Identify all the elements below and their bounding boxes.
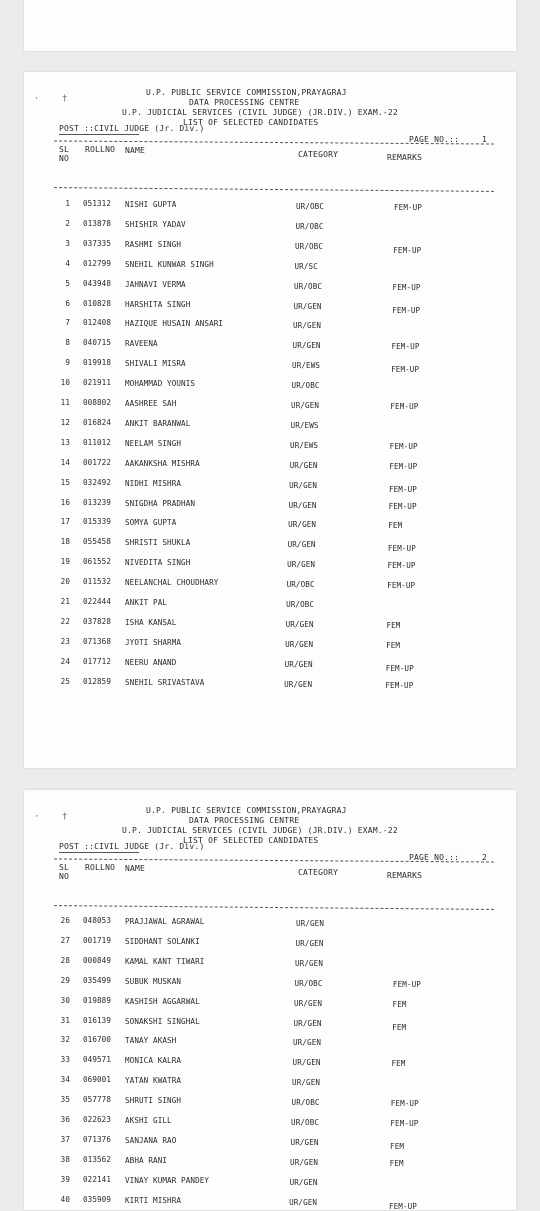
row-roll-number: 032492	[83, 477, 112, 487]
row-roll-number: 011012	[83, 437, 112, 447]
row-sl-number: 35	[60, 1095, 70, 1105]
row-sl-number: 9	[65, 358, 70, 368]
row-sl-number: 2	[65, 218, 70, 228]
post-underline	[59, 134, 139, 135]
row-candidate-name: SONAKSHI SINGHAL	[125, 1016, 200, 1026]
row-remarks: FEM	[391, 1059, 406, 1069]
row-category: UR/GEN	[287, 560, 316, 570]
row-candidate-name: AKSHI GILL	[125, 1116, 172, 1125]
row-roll-number: 071368	[83, 636, 112, 646]
list-title: LIST OF SELECTED CANDIDATES	[183, 836, 319, 845]
row-category: UR/GEN	[287, 540, 316, 550]
page-number-label: PAGE NO.::	[409, 135, 460, 144]
row-category: UR/GEN	[294, 998, 323, 1008]
row-category: UR/OBC	[291, 1118, 320, 1127]
row-candidate-name: AASHREE SAH	[125, 399, 177, 408]
row-category: UR/GEN	[284, 659, 313, 669]
row-sl-number: 33	[60, 1055, 70, 1065]
row-sl-number: 19	[60, 557, 70, 567]
row-sl-number: 14	[60, 457, 70, 467]
row-roll-number: 011532	[83, 577, 112, 587]
row-candidate-name: YATAN KWATRA	[125, 1076, 182, 1086]
row-candidate-name: ANKIT PAL	[125, 598, 168, 607]
row-roll-number: 019889	[83, 995, 112, 1005]
row-category: UR/GEN	[293, 1018, 322, 1028]
row-candidate-name: PRAJJAWAL AGRAWAL	[125, 917, 205, 926]
row-remarks: FEM-UP	[389, 461, 418, 471]
row-roll-number: 012408	[83, 318, 112, 328]
row-roll-number: 057778	[83, 1095, 112, 1105]
row-category: UR/OBC	[294, 281, 323, 291]
row-sl-number: 16	[60, 497, 70, 507]
row-roll-number: 022444	[83, 597, 112, 606]
row-category: UR/OBC	[295, 241, 324, 251]
row-sl-number: 24	[60, 656, 70, 666]
row-category: UR/OBC	[286, 600, 315, 609]
row-sl-number: 11	[60, 398, 70, 407]
row-sl-number: 15	[60, 477, 70, 487]
row-category: UR/GEN	[291, 401, 320, 410]
row-roll-number: 035909	[83, 1194, 112, 1204]
row-roll-number: 040715	[83, 338, 112, 348]
row-candidate-name: SANJANA RAO	[125, 1135, 177, 1145]
row-roll-number: 013878	[83, 218, 112, 228]
row-category: UR/EWS	[290, 420, 319, 430]
row-roll-number: 019918	[83, 358, 112, 368]
row-sl-number: 8	[65, 338, 70, 348]
row-candidate-name: HARSHITA SINGH	[125, 299, 191, 309]
row-candidate-name: JAHNAVI VERMA	[125, 279, 186, 289]
row-candidate-name: RASHMI SINGH	[125, 239, 182, 249]
exam-title: U.P. JUDICIAL SERVICES (CIVIL JUDGE) (JR.DIV.) EXAM.-22	[122, 108, 398, 117]
row-roll-number: 051312	[83, 199, 112, 208]
col-header-sl: SL	[59, 863, 70, 872]
row-sl-number: 17	[60, 517, 70, 527]
row-roll-number: 001719	[83, 935, 112, 945]
row-category: UR/GEN	[285, 619, 314, 629]
col-header-name: NAME	[125, 146, 146, 155]
post-title: POST ::CIVIL JUDGE (Jr. Div.)	[59, 124, 205, 133]
col-header-sl: SL	[59, 145, 70, 154]
row-category: UR/GEN	[290, 1137, 319, 1147]
row-sl-number: 21	[60, 597, 70, 606]
row-remarks: FEM-UP	[392, 305, 421, 315]
row-roll-number: 012859	[83, 676, 112, 686]
row-category: UR/EWS	[290, 440, 319, 450]
row-candidate-name: AAKANKSHA MISHRA	[125, 458, 200, 468]
row-candidate-name: ABHA RANI	[125, 1155, 168, 1165]
row-category: UR/OBC	[291, 381, 320, 391]
row-roll-number: 013562	[83, 1154, 112, 1164]
row-candidate-name: SNEHIL KUNWAR SINGH	[125, 259, 214, 269]
col-header-remarks: REMARKS	[387, 871, 423, 880]
row-remarks: FEM-UP	[388, 501, 417, 511]
page-number-value: 2	[482, 853, 488, 862]
row-sl-number: 10	[60, 378, 70, 388]
row-sl-number: 29	[60, 975, 70, 985]
row-sl-number: 27	[60, 935, 70, 945]
row-roll-number: 048053	[83, 916, 112, 925]
row-category: UR/GEN	[292, 1058, 321, 1068]
row-category: UR/EWS	[292, 361, 321, 371]
row-remarks: FEM-UP	[393, 245, 422, 255]
row-category: UR/GEN	[293, 1038, 322, 1048]
row-category: UR/GEN	[295, 958, 324, 968]
row-roll-number: 071376	[83, 1134, 112, 1144]
row-sl-number: 25	[60, 676, 70, 686]
row-roll-number: 013239	[83, 497, 112, 507]
row-sl-number: 6	[65, 298, 70, 308]
row-sl-number: 30	[60, 995, 70, 1005]
row-candidate-name: ANKIT BARANWAL	[125, 418, 191, 428]
row-candidate-name: NEERU ANAND	[125, 657, 177, 667]
row-candidate-name: SIDDHANT SOLANKI	[125, 936, 200, 946]
row-remarks: FEM	[386, 640, 401, 650]
col-header-remarks: REMARKS	[387, 153, 423, 162]
result-page-1	[24, 72, 516, 768]
row-remarks: FEM	[386, 620, 401, 630]
row-candidate-name: KIRTI MISHRA	[125, 1195, 182, 1205]
row-category: UR/OBC	[291, 1098, 320, 1108]
row-candidate-name: NEELAM SINGH	[125, 438, 182, 448]
row-category: UR/GEN	[295, 938, 324, 948]
row-candidate-name: NIVEDITA SINGH	[125, 558, 191, 568]
row-roll-number: 021911	[83, 378, 112, 388]
centre-title: DATA PROCESSING CENTRE	[189, 98, 300, 107]
row-remarks: FEM	[389, 1158, 404, 1168]
row-candidate-name: TANAY AKASH	[125, 1036, 177, 1046]
row-category: UR/GEN	[290, 1157, 319, 1167]
row-remarks: FEM-UP	[392, 282, 421, 292]
row-remarks: FEM-UP	[389, 441, 418, 451]
scan-asterisk-mark: †	[62, 94, 68, 104]
row-category: UR/GEN	[285, 639, 314, 649]
row-category: UR/OBC	[295, 221, 324, 231]
row-candidate-name: MONICA KALRA	[125, 1056, 182, 1066]
row-remarks: FEM-UP	[392, 979, 421, 989]
row-roll-number: 035499	[83, 975, 112, 985]
row-roll-number: 000849	[83, 955, 112, 965]
row-remarks: FEM-UP	[387, 544, 416, 554]
col-header-rollno: ROLLNO	[85, 863, 116, 872]
commission-title: U.P. PUBLIC SERVICE COMMISSION,PRAYAGRAJ	[146, 806, 347, 815]
row-remarks: FEM-UP	[391, 342, 420, 352]
row-sl-number: 22	[60, 616, 70, 626]
row-sl-number: 28	[60, 955, 70, 965]
row-sl-number: 13	[60, 437, 70, 447]
row-roll-number: 016824	[83, 417, 112, 427]
row-category: UR/OBC	[294, 978, 323, 988]
row-sl-number: 7	[65, 318, 70, 328]
row-roll-number: 069001	[83, 1075, 112, 1085]
row-roll-number: 012799	[83, 258, 112, 268]
row-candidate-name: HAZIQUE HUSAIN ANSARI	[125, 319, 224, 329]
row-candidate-name: SNIGDHA PRADHAN	[125, 498, 196, 508]
col-header-rollno: ROLLNO	[85, 145, 116, 154]
row-sl-number: 3	[65, 238, 70, 248]
row-sl-number: 5	[65, 278, 70, 288]
row-sl-number: 20	[60, 577, 70, 587]
row-sl-number: 32	[60, 1035, 70, 1045]
row-remarks: FEM-UP	[394, 203, 423, 212]
row-candidate-name: SHIVALI MISRA	[125, 359, 186, 369]
row-sl-number: 40	[60, 1194, 70, 1204]
row-remarks: FEM-UP	[390, 402, 419, 411]
page-number-value: 1	[482, 135, 488, 144]
row-remarks: FEM	[392, 999, 407, 1009]
col-header-no: NO	[59, 154, 70, 163]
row-remarks: FEM	[388, 521, 403, 531]
row-candidate-name: ISHA KANSAL	[125, 617, 177, 627]
row-remarks: FEM-UP	[385, 663, 414, 673]
row-remarks: FEM-UP	[388, 484, 417, 494]
row-sl-number: 39	[60, 1174, 70, 1184]
row-sl-number: 4	[65, 258, 70, 268]
row-remarks: FEM-UP	[387, 561, 416, 571]
row-remarks: FEM	[392, 1022, 407, 1032]
row-sl-number: 34	[60, 1075, 70, 1085]
row-sl-number: 18	[60, 537, 70, 547]
row-remarks: FEM-UP	[390, 1119, 419, 1128]
row-roll-number: 043948	[83, 278, 112, 288]
row-roll-number: 016700	[83, 1035, 112, 1045]
row-category: UR/GEN	[292, 341, 321, 351]
row-candidate-name: KASHISH AGGARWAL	[125, 996, 200, 1006]
row-category: UR/GEN	[289, 1177, 318, 1187]
row-roll-number: 015339	[83, 517, 112, 527]
row-remarks: FEM-UP	[391, 365, 420, 375]
row-roll-number: 017712	[83, 656, 112, 666]
row-category: UR/GEN	[284, 679, 313, 689]
row-category: UR/GEN	[288, 520, 317, 530]
row-candidate-name: SHISHIR YADAV	[125, 219, 186, 229]
scan-asterisk-mark: †	[62, 812, 68, 822]
row-candidate-name: SHRISTI SHUKLA	[125, 538, 191, 548]
row-category: UR/SC	[294, 261, 318, 271]
row-roll-number: 037828	[83, 616, 112, 626]
row-roll-number: 001722	[83, 457, 112, 467]
row-roll-number: 010828	[83, 298, 112, 308]
row-candidate-name: KAMAL KANT TIWARI	[125, 956, 205, 966]
row-remarks: FEM	[390, 1141, 405, 1151]
row-sl-number: 1	[65, 199, 70, 208]
page-number-label: PAGE NO.::	[409, 853, 460, 862]
row-roll-number: 008802	[83, 398, 112, 407]
row-category: UR/GEN	[293, 321, 322, 331]
row-category: UR/GEN	[289, 1197, 318, 1207]
col-header-category: CATEGORY	[298, 150, 339, 159]
row-category: UR/GEN	[288, 500, 317, 510]
row-remarks: FEM-UP	[390, 1099, 419, 1109]
row-remarks: FEM-UP	[387, 581, 416, 591]
row-roll-number: 061552	[83, 557, 112, 567]
previous-page-sheet	[24, 0, 516, 51]
row-candidate-name: VINAY KUMAR PANDEY	[125, 1175, 210, 1185]
row-candidate-name: RAVEENA	[125, 339, 158, 349]
row-category: UR/OBC	[286, 580, 315, 590]
row-candidate-name: SOMYA GUPTA	[125, 518, 177, 528]
col-header-name: NAME	[125, 864, 146, 873]
row-candidate-name: MOHAMMAD YOUNIS	[125, 379, 196, 389]
post-title: POST ::CIVIL JUDGE (Jr. Div.)	[59, 842, 205, 851]
row-roll-number: 055458	[83, 537, 112, 547]
row-sl-number: 23	[60, 636, 70, 646]
post-underline	[59, 852, 139, 853]
body-rule	[54, 187, 494, 192]
row-candidate-name: NEELANCHAL CHOUDHARY	[125, 578, 219, 588]
row-category: UR/OBC	[296, 202, 325, 211]
row-remarks: FEM-UP	[388, 1201, 417, 1211]
row-candidate-name: JYOTI SHARMA	[125, 637, 182, 647]
scan-dot-mark: ·	[34, 94, 40, 104]
row-sl-number: 36	[60, 1115, 70, 1124]
row-category: UR/GEN	[289, 480, 318, 490]
list-title: LIST OF SELECTED CANDIDATES	[183, 118, 319, 127]
row-roll-number: 022623	[83, 1115, 112, 1124]
row-roll-number: 022141	[83, 1174, 112, 1184]
row-roll-number: 037335	[83, 238, 112, 248]
row-remarks: FEM-UP	[385, 680, 414, 690]
row-sl-number: 31	[60, 1015, 70, 1025]
col-header-category: CATEGORY	[298, 868, 339, 877]
row-roll-number: 016139	[83, 1015, 112, 1025]
row-candidate-name: SUBUK MUSKAN	[125, 976, 182, 986]
col-header-no: NO	[59, 872, 70, 881]
row-category: UR/GEN	[293, 301, 322, 311]
row-candidate-name: NIDHI MISHRA	[125, 478, 182, 488]
row-roll-number: 049571	[83, 1055, 112, 1065]
exam-title: U.P. JUDICIAL SERVICES (CIVIL JUDGE) (JR.DIV.) EXAM.-22	[122, 826, 398, 835]
row-sl-number: 38	[60, 1154, 70, 1164]
result-page-2	[24, 790, 516, 1210]
row-category: UR/GEN	[289, 460, 318, 470]
row-category: UR/GEN	[296, 919, 325, 928]
centre-title: DATA PROCESSING CENTRE	[189, 816, 300, 825]
row-sl-number: 26	[60, 916, 70, 925]
row-sl-number: 12	[60, 417, 70, 427]
row-category: UR/GEN	[292, 1078, 321, 1088]
scan-dot-mark: ·	[34, 812, 40, 822]
row-candidate-name: SHRUTI SINGH	[125, 1096, 182, 1106]
row-candidate-name: SNEHIL SRIVASTAVA	[125, 677, 205, 687]
row-candidate-name: NISHI GUPTA	[125, 200, 177, 209]
body-rule	[54, 905, 494, 910]
commission-title: U.P. PUBLIC SERVICE COMMISSION,PRAYAGRAJ	[146, 88, 347, 97]
row-sl-number: 37	[60, 1134, 70, 1144]
